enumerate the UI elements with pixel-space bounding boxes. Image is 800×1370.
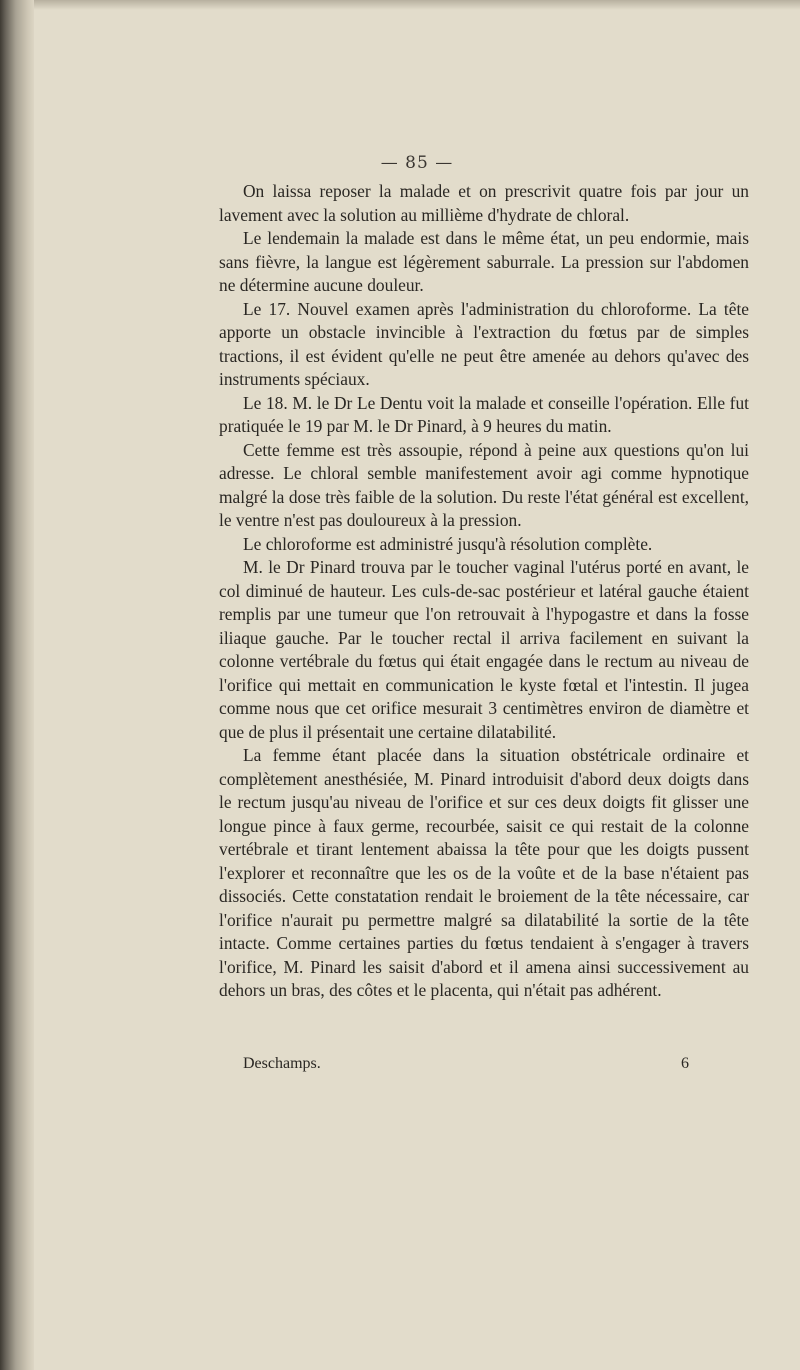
body-text (219, 180, 749, 1003)
book-binding-edge (0, 0, 34, 1370)
footer-signature-mark: 6 (681, 1055, 689, 1072)
book-page (34, 0, 800, 1370)
paragraph: La femme étant placée dans la situation obstétricale ordinaire et complètement anesthésiée, M. Pinard introduisit d'abord deux doigts dans le rectum jusqu'au niveau de l'orifice et sur ces deux doigts fit glisser une longue pince à faux germe, recourbée, saisit ce qui restait de la colonne vertébrale et tirant lentement abaissa la tête pour que les doigts pussent l'explorer et reconnaître que les os de la voûte et de la base n'étaient pas dissociés. Cette constatation rendait le broiement de la tête nécessaire, car l'orifice n'aurait pu permettre malgré sa dilatabilité la sortie de la tête intacte. Comme certaines parties du fœtus tendaient à s'engager à travers l'orifice, M. Pinard les saisit d'abord et il amena ainsi successivement au dehors un bras, des côtes et le placenta, qui n'était pas adhérent. (219, 745, 749, 1000)
paragraph: M. le Dr Pinard trouva par le toucher vaginal l'utérus porté en avant, le col diminué de hauteur. Les culs-de-sac postérieur et latéral gauche étaient remplis par une tumeur que l'on retrouvait à l'hypogastre et dans la fosse iliaque gauche. Par le toucher rectal il arriva facilement en suivant la colonne vertébrale du fœtus qui était engagée dans le rectum au niveau de l'orifice qui mettait en communication le kyste fœtal et l'intestin. Il jugea comme nous que cet orifice mesurait 3 centimètres environ de diamètre et que de plus il présentait une certaine dilatabilité. (219, 557, 749, 742)
paragraph: Le lendemain la malade est dans le même état, un peu endormie, mais sans fièvre, la langue est légèrement saburrale. La pression sur l'abdomen ne détermine aucune douleur. (219, 228, 749, 295)
page-number: — 85 — (380, 153, 454, 173)
page-top-shadow (34, 0, 800, 10)
paragraph: Le 18. M. le Dr Le Dentu voit la malade et conseille l'opération. Elle fut pratiquée le 19 par M. le Dr Pinard, à 9 heures du matin. (219, 392, 749, 436)
paragraph: Le chloroforme est administré jusqu'à résolution complète. (243, 533, 653, 554)
footer-author: Deschamps. (243, 1055, 321, 1072)
paragraph: Cette femme est très assoupie, répond à peine aux questions qu'on lui adresse. Le chloral semble manifestement avoir agi comme hypnotique malgré la dose très faible de la solution. Du reste l'état général est excellent, le ventre n'est pas douloureux à la pression. (219, 439, 749, 530)
paragraph: On laissa reposer la malade et on prescrivit quatre fois par jour un lavement avec la solution au millième d'hydrate de chloral. (219, 181, 749, 225)
paragraph: Le 17. Nouvel examen après l'administration du chloroforme. La tête apporte un obstacle invincible à l'extraction du fœtus par de simples tractions, il est évident qu'elle ne peut être amenée au dehors qu'avec des instruments spéciaux. (219, 298, 749, 389)
